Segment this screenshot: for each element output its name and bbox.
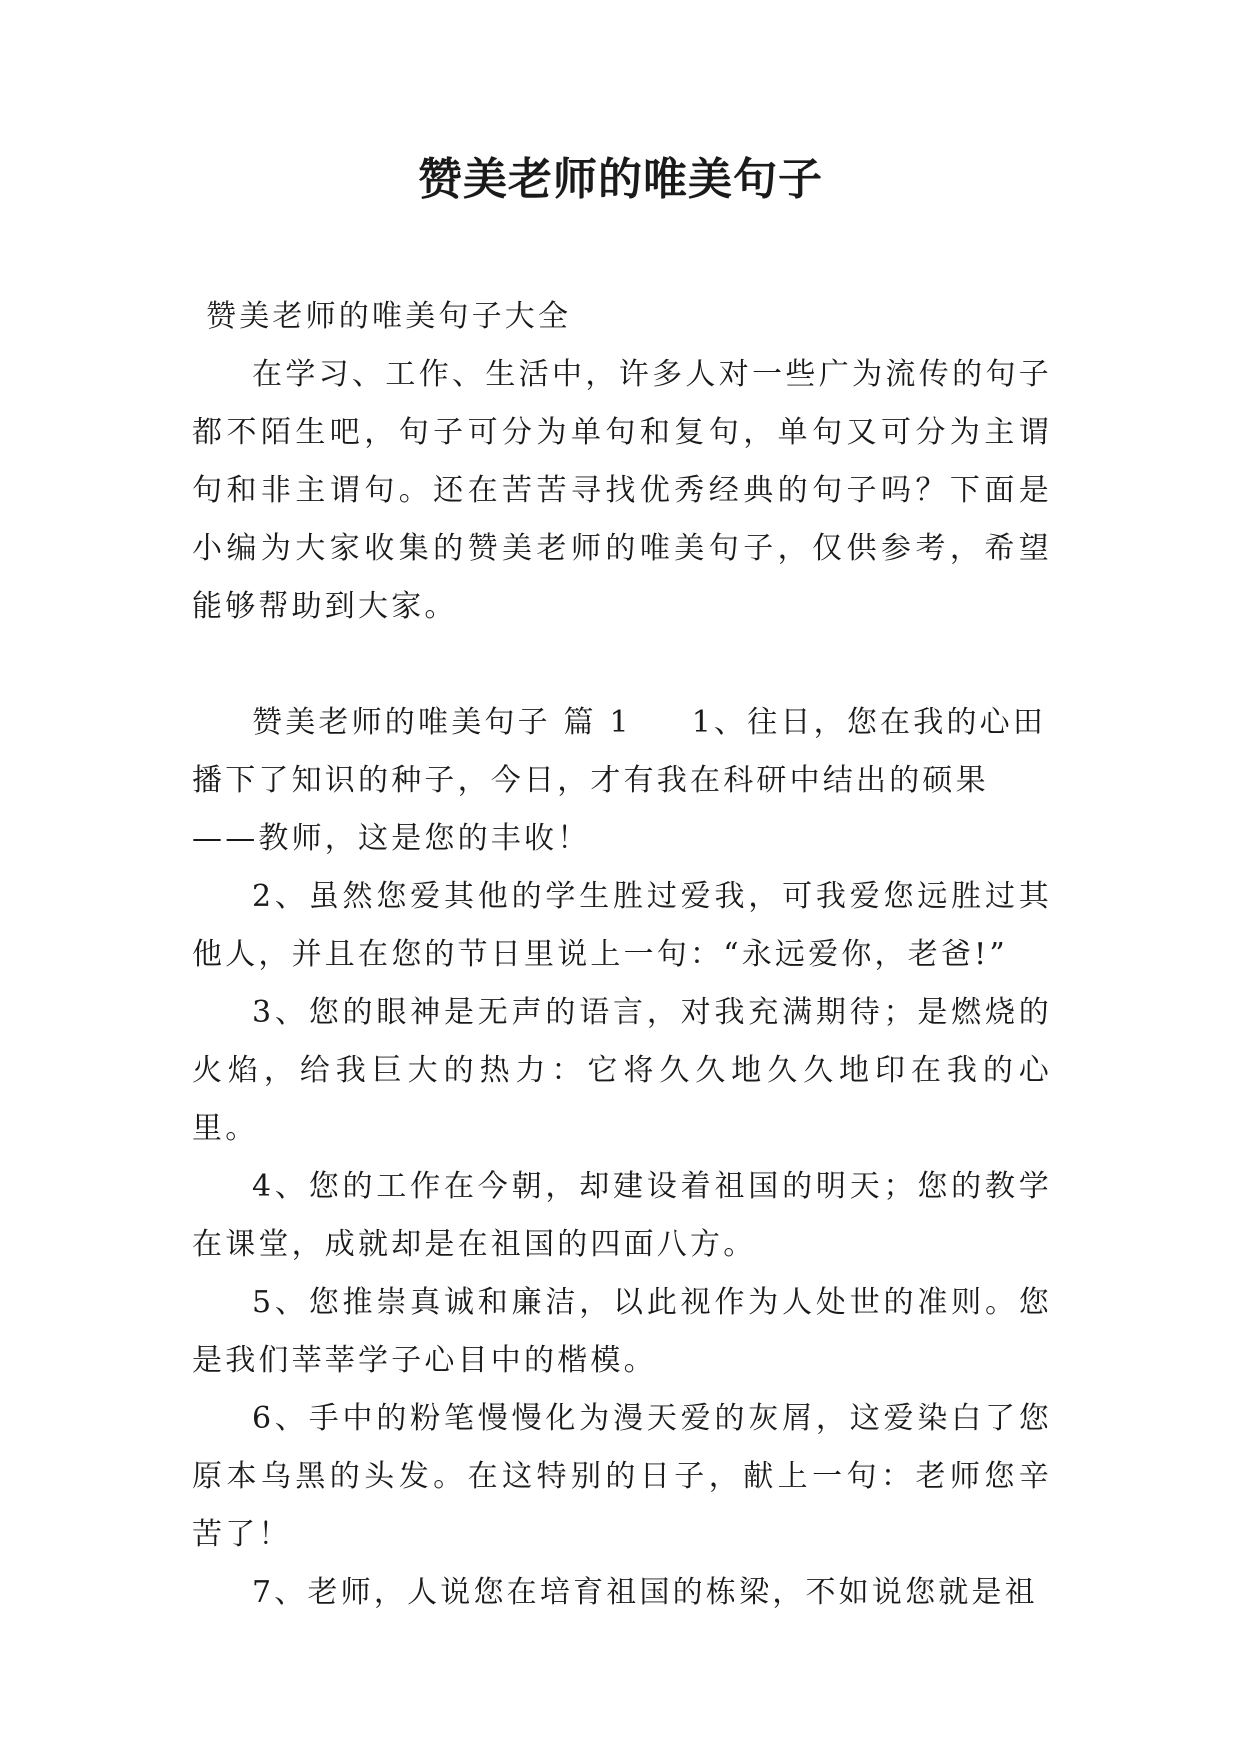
paragraph-gap (192, 636, 1052, 694)
list-item: 3、您的眼神是无声的语言，对我充满期待；是燃烧的火焰，给我巨大的热力：它将久久地久久地印在我的心里。 (192, 995, 1052, 1146)
list-item: 2、虽然您爱其他的学生胜过爱我，可我爱您远胜过其他人，并且在您的节日里说上一句：“永远爱你，老爸!” (192, 879, 1052, 972)
document-title: 赞美老师的唯美句子 (418, 154, 823, 205)
document-body (192, 288, 1052, 1622)
section-paragraph (192, 694, 1052, 868)
list-item: 6、手中的粉笔慢慢化为漫天爱的灰屑，这爱染白了您原本乌黑的头发。在这特别的日子，献上一句：老师您辛苦了！ (192, 1401, 1052, 1552)
list-item: 7、老师，人说您在培育祖国的栋梁，不如说您就是祖 (252, 1575, 1038, 1610)
document-subtitle: 赞美老师的唯美句子大全 (206, 299, 572, 334)
list-item: 5、您推崇真诚和廉洁，以此视作为人处世的准则。您是我们莘莘学子心目中的楷模。 (192, 1285, 1052, 1378)
list-item: 4、您的工作在今朝，却建设着祖国的明天；您的教学在课堂，成就却是在祖国的四面八方。 (192, 1169, 1052, 1262)
list-item: 1、往日，您在我的心田播下了知识的种子，今日，才有我在科研中结出的硕果——教师，这是您的丰收！ (192, 705, 1047, 856)
intro-paragraph: 在学习、工作、生活中，许多人对一些广为流传的句子都不陌生吧，句子可分为单句和复句，单句又可分为主谓句和非主谓句。还在苦苦寻找优秀经典的句子吗？下面是小编为大家收集的赞美老师的唯美句子，仅供参考，希望能够帮助到大家。 (192, 357, 1052, 624)
section-label: 赞美老师的唯美句子 篇 1 (252, 705, 632, 740)
